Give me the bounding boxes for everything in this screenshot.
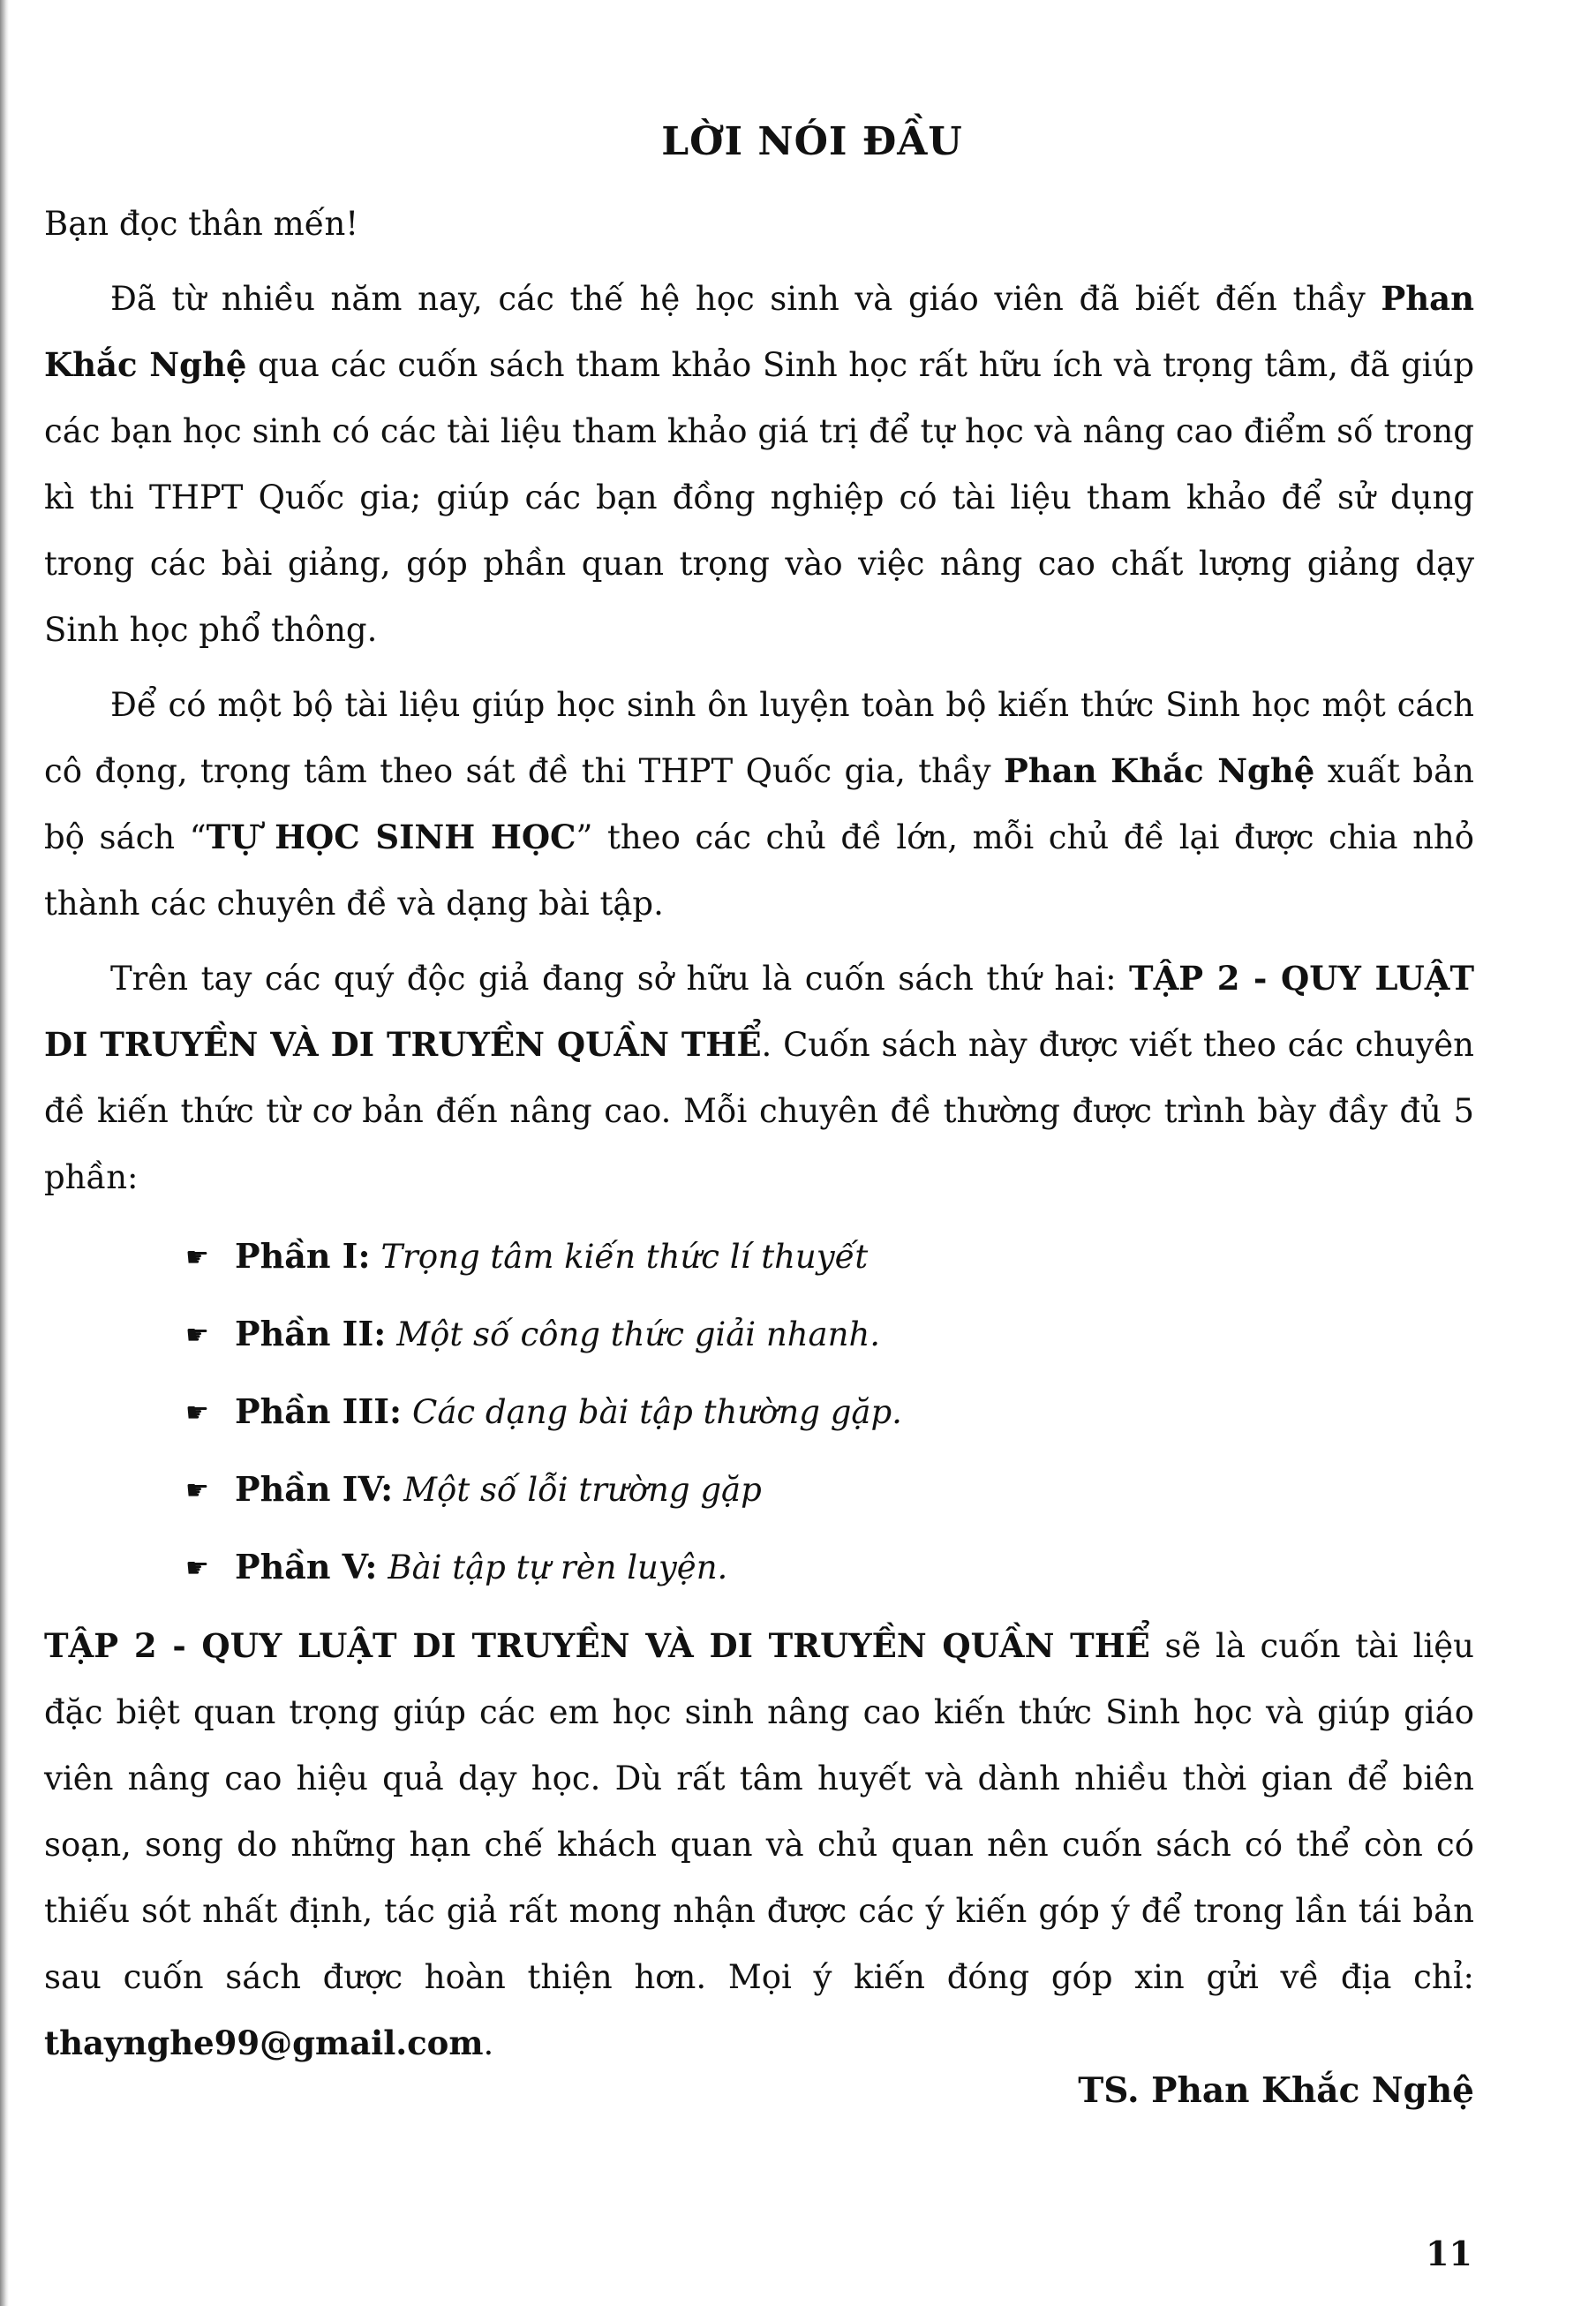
p1-text-after: qua các cuốn sách tham khảo Sinh học rất hữu ích và trọng tâm, đã giúp các bạn học sinh có các tài liệu tham khảo giá trị để tự học và nâng cao điểm số trong kì thi THPT Quốc gia; giúp các bạn đồng nghiệp có tài liệu tham khảo để sử dụng trong các bài giảng, góp phần quan trọng vào việc nâng cao chất lượng giảng dạy Sinh học phổ thông. xyxy=(44,346,1475,649)
p2-text-before: Để có một bộ tài liệu giúp học sinh ôn luyện toàn bộ kiến thức Sinh học một cách cô đọng, trọng tâm theo sát đề thi THPT Quốc gia, thầy xyxy=(44,686,1474,790)
pointing-hand-icon: ☛ xyxy=(185,1320,209,1351)
part-label: Phần V: xyxy=(235,1547,378,1586)
author-signature: TS. Phan Khắc Nghệ xyxy=(1078,2070,1474,2111)
p4-text-end: . xyxy=(483,2024,494,2062)
paragraph-4 xyxy=(44,1613,1474,2076)
pointing-hand-icon: ☛ xyxy=(185,1242,209,1273)
p1-text-before: Đã từ nhiều năm nay, các thế hệ học sinh và giáo viên đã biết đến thầy xyxy=(110,280,1381,318)
author-name: Phan Khắc Nghệ xyxy=(44,279,1474,384)
part-label: Phần I: xyxy=(235,1236,371,1276)
page-title: LỜI NÓI ĐẦU xyxy=(661,119,963,164)
part-description: Trọng tâm kiến thức lí thuyết xyxy=(380,1238,869,1276)
part-description: Một số lỗi trường gặp xyxy=(403,1471,762,1509)
p2-text-middle: xuất bản bộ sách “ xyxy=(44,752,1474,856)
p3-text-before: Trên tay các quý độc giả đang sở hữu là cuốn sách thứ hai: xyxy=(110,960,1130,998)
list-item xyxy=(185,1297,1474,1375)
part-description: Bài tập tự rèn luyện. xyxy=(388,1549,728,1586)
pointing-hand-icon: ☛ xyxy=(185,1553,209,1584)
page-number: 11 xyxy=(1426,2234,1472,2273)
series-title: TỰ HỌC SINH HỌC xyxy=(206,818,576,856)
parts-list xyxy=(44,1219,1474,1608)
contact-email: thaynghe99@gmail.com xyxy=(44,2023,484,2062)
part-description: Một số công thức giải nhanh. xyxy=(396,1315,881,1353)
page-binding-edge xyxy=(0,0,9,2306)
paragraph-2 xyxy=(44,672,1474,937)
pointing-hand-icon: ☛ xyxy=(185,1475,209,1506)
part-label: Phần IV: xyxy=(235,1469,394,1509)
p3-text-after: . Cuốn sách này được viết theo các chuyên đề kiến thức từ cơ bản đến nâng cao. Mỗi chuyên đề thường được trình bày đầy đủ 5 phần: xyxy=(44,1026,1474,1196)
list-item xyxy=(185,1219,1474,1297)
part-description: Các dạng bài tập thường gặp. xyxy=(412,1393,902,1431)
list-item xyxy=(185,1452,1474,1530)
list-item xyxy=(185,1375,1474,1452)
part-label: Phần II: xyxy=(235,1314,387,1353)
pointing-hand-icon: ☛ xyxy=(185,1398,209,1428)
preface-content xyxy=(44,119,1474,2085)
p4-text-after: sẽ là cuốn tài liệu đặc biệt quan trọng giúp các em học sinh nâng cao kiến thức Sinh học và giúp giáo viên nâng cao hiệu quả dạy học. Dù rất tâm huyết và dành nhiều thời gian để biên soạn, song do những hạn chế khách quan và chủ quan nên cuốn sách có thể còn có thiếu sót nhất định, tác giả rất mong nhận được các ý kiến góp ý để trong lần tái bản sau cuốn sách được hoàn thiện hơn. Mọi ý kiến đóng góp xin gửi về địa chỉ: xyxy=(44,1627,1474,1996)
author-name: Phan Khắc Nghệ xyxy=(1003,751,1315,790)
book-title: TẬP 2 - QUY LUẬT DI TRUYỀN VÀ DI TRUYỀN QUẦN THỂ xyxy=(44,1626,1150,1665)
part-label: Phần III: xyxy=(235,1391,403,1431)
p2-text-after: ” theo các chủ đề lớn, mỗi chủ đề lại được chia nhỏ thành các chuyên đề và dạng bài tập. xyxy=(44,818,1475,923)
greeting: Bạn đọc thân mến! xyxy=(44,205,359,243)
list-item xyxy=(185,1530,1474,1608)
book-title: TẬP 2 - QUY LUẬT DI TRUYỀN VÀ DI TRUYỀN QUẦN THỂ xyxy=(44,959,1474,1064)
paragraph-1 xyxy=(44,266,1474,663)
paragraph-3 xyxy=(44,946,1474,1210)
